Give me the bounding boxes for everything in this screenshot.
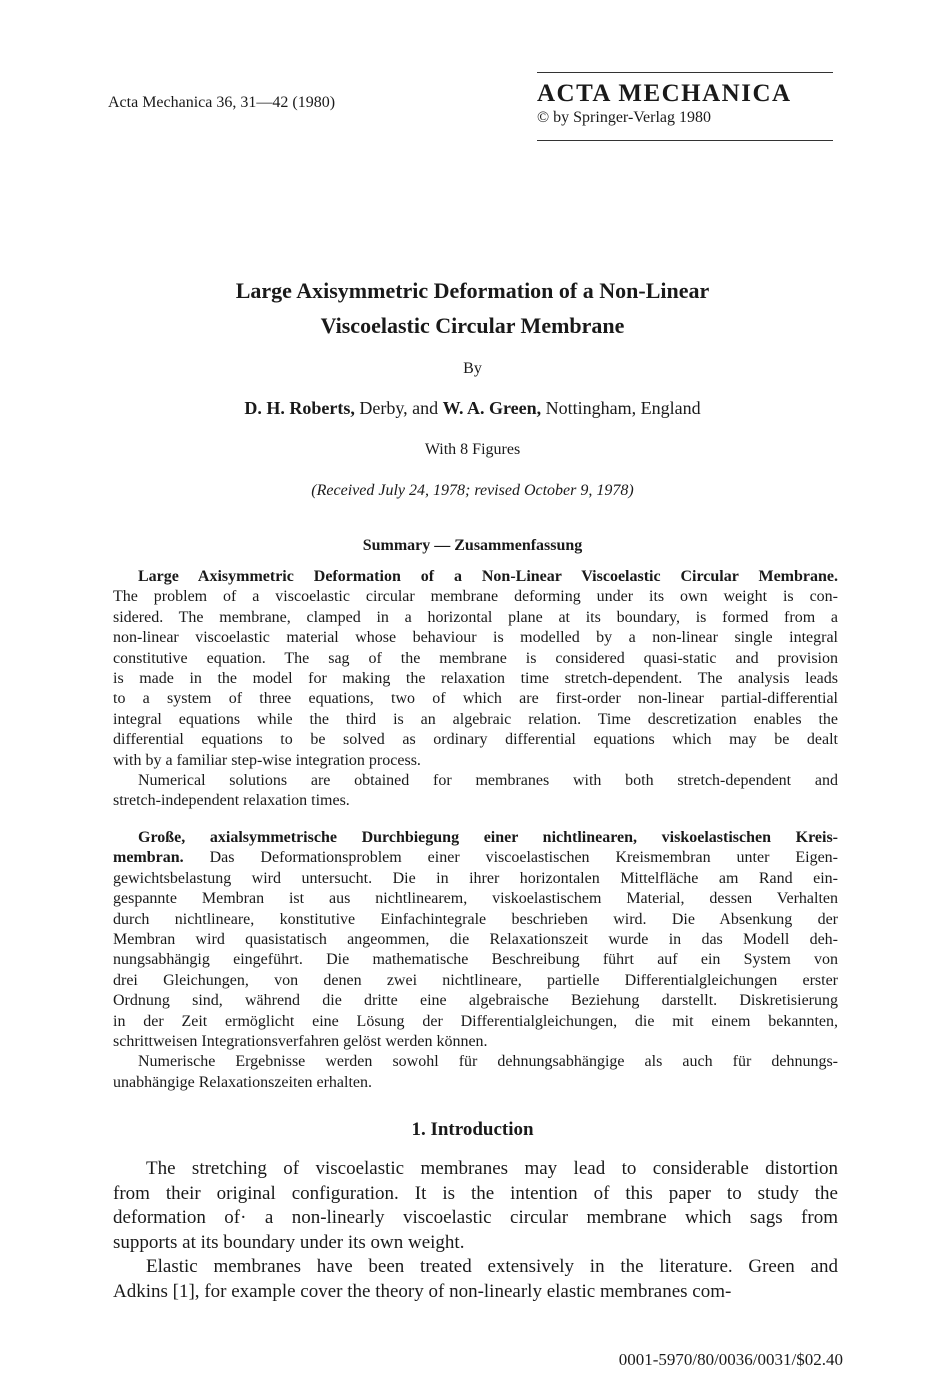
- author-1: D. H. Roberts,: [244, 398, 355, 418]
- author-2-place: Nottingham, England: [541, 398, 701, 418]
- section-heading-introduction: 1. Introduction: [411, 1119, 534, 1140]
- text-line: Numerische Ergebnisse werden sowohl für dehnungsabhängige als auch für dehnungs-: [138, 1053, 838, 1071]
- by-label: By: [463, 360, 482, 377]
- text-line: [113, 828, 838, 848]
- text-line: nungsabhängig eingeführt. Die mathematische Beschreibung führt auf ein System von: [113, 951, 838, 969]
- paper-title-line-2: Viscoelastic Circular Membrane: [320, 313, 625, 338]
- text-line: drei Gleichungen, von denen zwei nichtlineare, partielle Differentialgleichungen erster: [113, 971, 838, 989]
- text-line: is made in the model for making the relaxation time stretch-dependent. The analysis leads: [113, 670, 838, 688]
- copyright: © by Springer-Verlag 1980: [537, 109, 712, 126]
- text-line: from their original configuration. It is the intention of this paper to study the: [113, 1182, 838, 1204]
- journal-reference: Acta Mechanica 36, 31—42 (1980): [108, 94, 336, 111]
- header-rule-top: [537, 72, 833, 73]
- text-line: sidered. The membrane, clamped in a horizontal plane at its boundary, is formed from a: [113, 608, 838, 626]
- text-line: Adkins [1], for example cover the theory of non-linearly elastic membranes com-: [113, 1280, 732, 1302]
- bold-run: Große, axialsymmetrische Durchbiegung einer nichtlinearen, viskoelastischen Kreis-: [138, 829, 838, 846]
- text-line: with by a familiar step-wise integration process.: [113, 751, 421, 769]
- introduction-text: [113, 1157, 838, 1305]
- text-line: schrittweisen Integrationsverfahren gelöst werden können.: [113, 1033, 488, 1051]
- text-line: non-linear viscoelastic material whose behaviour is modelled by a non-linear single integral: [113, 629, 838, 647]
- text-line: in der Zeit ermöglicht eine Lösung der Differentialgleichungen, die mit einem bekannten,: [113, 1012, 838, 1030]
- text-line: Numerical solutions are obtained for membranes with both stretch-dependent and: [138, 772, 838, 790]
- text-line: deformation of· a non-linearly viscoelastic circular membrane which sags from: [113, 1207, 838, 1229]
- text-line: integral equations while the third is an algebraic relation. Time descretization enables the: [113, 710, 838, 728]
- paper-title-line-1: Large Axisymmetric Deformation of a Non-Linear: [235, 278, 710, 303]
- header-rule-bottom: [537, 140, 833, 141]
- text-line: Membran wird quasistatisch angeommen, die Relaxationszeit wurde in das Modell deh-: [113, 931, 838, 949]
- text-line: supports at its boundary under its own weight.: [113, 1231, 465, 1253]
- received-dates: (Received July 24, 1978; revised October 9, 1978): [311, 482, 634, 499]
- text-line: gewichtsbelastung wird untersucht. Die in ihrer horizontalen Mittelfläche am Rand ein-: [113, 869, 838, 887]
- text-line: [113, 567, 838, 587]
- text-line: Elastic membranes have been treated extensively in the literature. Green and: [146, 1256, 838, 1278]
- text-line: constitutive equation. The sag of the membrane is considered quasi-static and provision: [113, 649, 838, 667]
- text-line: [113, 848, 838, 868]
- text-line: gespannte Membran ist aus nichtlinearem, viskoelastischem Material, dessen Verhalten: [113, 890, 838, 908]
- text-run: Das Deformationsproblem einer viscoelastischen Kreismembran unter Eigen-: [183, 849, 838, 867]
- text-line: durch nichtlineare, konstitutive Einfachintegrale beschrieben wird. Die Absenkung der: [113, 910, 838, 928]
- bold-run: membran.: [113, 849, 184, 867]
- abstract-german: [113, 828, 838, 1093]
- text-line: The problem of a viscoelastic circular membrane deforming under its own weight is con-: [113, 588, 838, 606]
- text-line: to a system of three equations, two of which are first-order non-linear partial-differential: [113, 690, 838, 708]
- text-line: unabhängige Relaxationszeiten erhalten.: [113, 1073, 373, 1091]
- summary-heading: Summary — Zusammenfassung: [362, 537, 583, 554]
- text-line: differential equations to be solved as ordinary differential equations which may be dealt: [113, 731, 838, 749]
- abstract-english: [113, 567, 838, 812]
- text-line: stretch-independent relaxation times.: [113, 792, 350, 810]
- author-1-place: Derby, and: [354, 398, 443, 418]
- figures-note: With 8 Figures: [424, 441, 521, 458]
- authors: [0, 398, 945, 419]
- text-line: The stretching of viscoelastic membranes may lead to considerable distortion: [146, 1158, 838, 1179]
- footer-code: 0001-5970/80/0036/0031/$02.40: [618, 1350, 843, 1369]
- text-line: Ordnung sind, während die dritte eine algebraische Beziehung darstellt. Diskretisierung: [113, 992, 838, 1010]
- journal-brand: ACTA MECHANICA: [537, 80, 792, 107]
- author-2: W. A. Green,: [442, 398, 542, 418]
- bold-run: Large Axisymmetric Deformation of a Non-Linear Viscoelastic Circular Membrane.: [138, 568, 838, 585]
